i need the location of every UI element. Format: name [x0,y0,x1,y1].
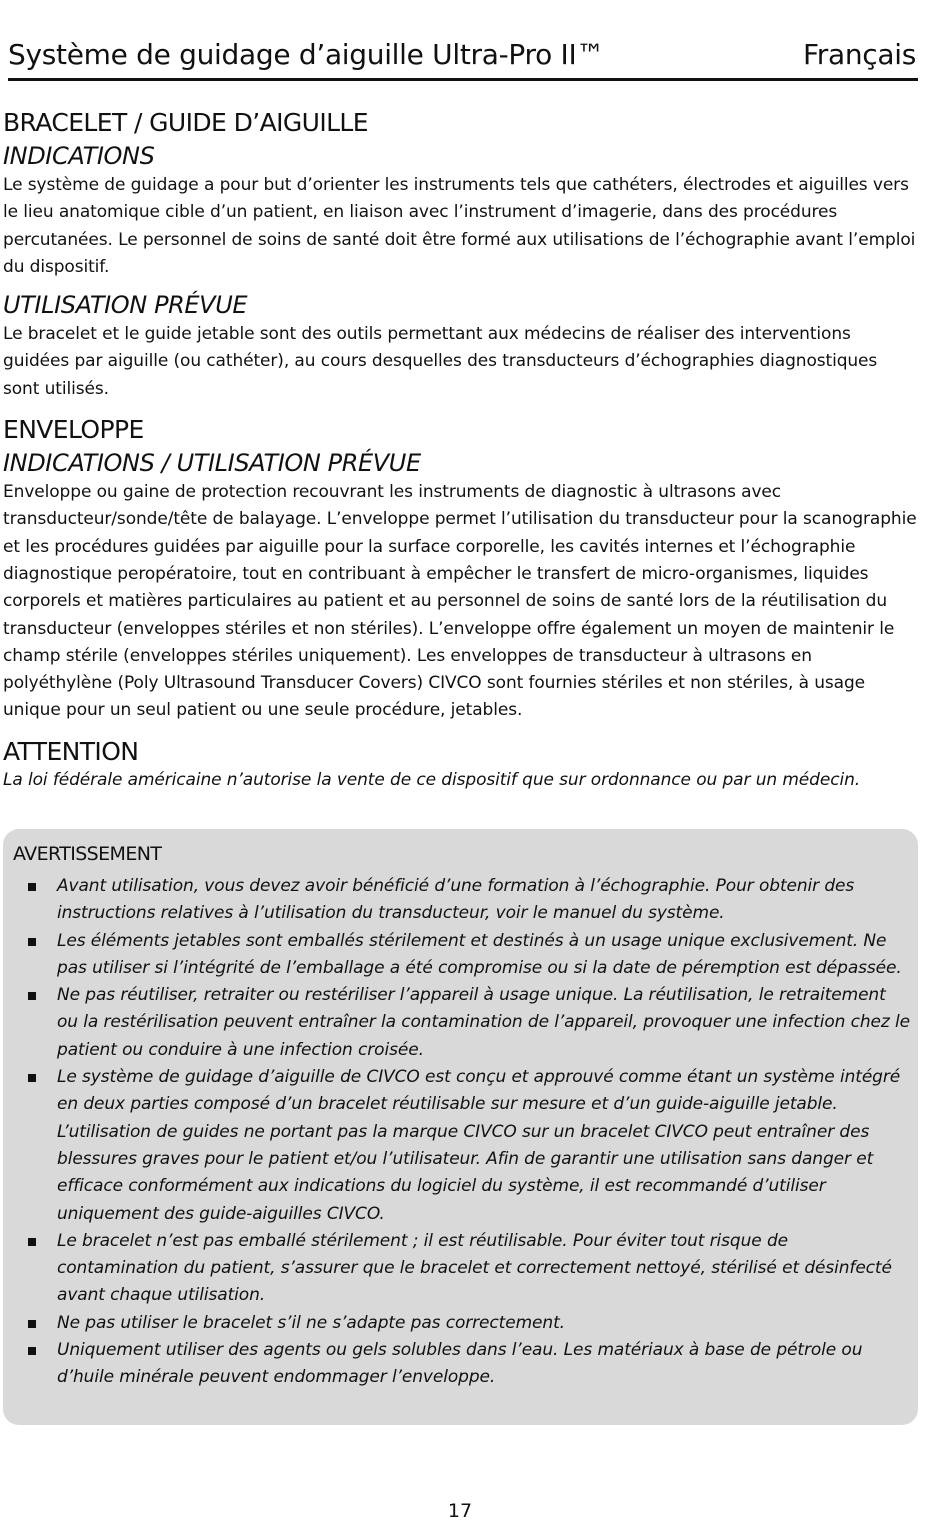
warning-item [3,982,918,1064]
warning-item-text: Le système de guidage d’aiguille de CIVCO est conçu et approuvé comme étant un système intégré en deux parties composé d’un bracelet réutilisable sur mesure et d’un guide-aiguille jetable. L’utilisation de guides ne portant pas la marque CIVCO sur un bracelet CIVCO peut entraîner des blessures graves pour le patient et/ou l’utilisateur. Afin de garantir une utilisation sans danger et efficace conformément aux indications du logiciel du système, il est recommandé d’utiliser uniquement des guide-aiguilles CIVCO. [57,1067,901,1224]
warning-item [3,1064,918,1228]
caution-paragraph: La loi fédérale américaine n’autorise la vente de ce dispositif que sur ordonnance ou par un médecin. [3,769,861,790]
square-bullet-icon [28,883,36,891]
warning-item-text: Les éléments jetables sont emballés stérilement et destinés à un usage unique exclusivement. Ne pas utiliser si l’intégrité de l’emballage a été compromise ou si la date de péremption est dépassée. [57,930,902,978]
square-bullet-icon [28,992,36,1000]
warning-item-text: Ne pas utiliser le bracelet s’il ne s’adapte pas correctement. [57,1312,565,1333]
warning-item [3,1228,918,1310]
page-header [8,36,918,81]
sub-title-cover-indications: INDICATIONS / UTILISATION PRÉVUE [3,449,421,478]
warning-item-text: Ne pas réutiliser, retraiter ou restériliser l’appareil à usage unique. La réutilisation, le retraitement ou la restérilisation peuvent entraîner la contamination de l’appareil, provoquer une infection chez le patient ou conduire à une infection croisée. [57,985,911,1060]
warning-item-text: Avant utilisation, vous devez avoir bénéficié d’une formation à l’échographie. Pour obtenir des instructions relatives à l’utilisation du transducteur, voir le manuel du système. [57,876,855,924]
cover-paragraph: Enveloppe ou gaine de protection recouvrant les instruments de diagnostic à ultrasons avec transducteur/sonde/tête de balayage. L’enveloppe permet l’utilisation du transducteur pour la scanographie et les procédures guidées par aiguille pour la surface corporelle, les cavités internes et l’échographie diagnostique peropératoire, tout en contribuant à empêcher le transfert de micro-organismes, liquides corporels et matières particulaires au patient et au personnel de soins de santé lors de la réutilisation du transducteur (enveloppes stériles et non stériles). L’enveloppe offre également un moyen de maintenir le champ stérile (enveloppes stériles uniquement). Les enveloppes de transducteur à ultrasons en polyéthylène (Poly Ultrasound Transducer Covers) CIVCO sont fournies stériles et non stériles, à usage unique pour un seul patient ou une seule procédure, jetables. [3,482,917,721]
indications-paragraph: Le système de guidage a pour but d’orienter les instruments tels que cathéters, électrodes et aiguilles vers le lieu anatomique cible d’un patient, en liaison avec l’instrument d’imagerie, dans des procédures percutanées. Le personnel de soins de santé doit être formé aux utilisations de l’échographie avant l’emploi du dispositif. [3,175,916,277]
warning-box [3,829,918,1425]
warning-title: AVERTISSEMENT [13,843,162,865]
intended-use-paragraph: Le bracelet et le guide jetable sont des outils permettant aux médecins de réaliser des interventions guidées par aiguille (ou cathéter), au cours desquelles des transducteurs d’échographies diagnostiques sont utilisés. [3,324,878,399]
square-bullet-icon [28,1347,36,1355]
sub-title-intended-use: UTILISATION PRÉVUE [3,291,248,320]
warning-item [3,1310,918,1337]
square-bullet-icon [28,1238,36,1246]
section-title-cover: ENVELOPPE [3,415,144,445]
document-title: Système de guidage d’aiguille Ultra-Pro II™ [8,38,605,71]
main-content [3,100,918,794]
language-label: Français [802,38,916,71]
warning-item-text: Le bracelet n’est pas emballé stérilement ; il est réutilisable. Pour éviter tout risque de contamination du patient, s’assurer que le bracelet et correctement nettoyé, stérilisé et désinfecté avant chaque utilisation. [57,1230,892,1306]
warning-item [3,873,918,928]
warning-list [3,873,918,1392]
square-bullet-icon [28,938,36,946]
warning-item [3,928,918,983]
section-title-caution: ATTENTION [3,736,139,766]
page-number: 17 [447,1500,473,1522]
warning-item-text: Uniquement utiliser des agents ou gels solubles dans l’eau. Les matériaux à base de pétrole ou d’huile minérale peuvent endommager l’enveloppe. [57,1340,863,1388]
section-title-bracelet: BRACELET / GUIDE D’AIGUILLE [3,108,368,137]
square-bullet-icon [28,1074,36,1082]
square-bullet-icon [28,1320,36,1328]
sub-title-indications: INDICATIONS [3,142,155,170]
warning-item [3,1337,918,1392]
